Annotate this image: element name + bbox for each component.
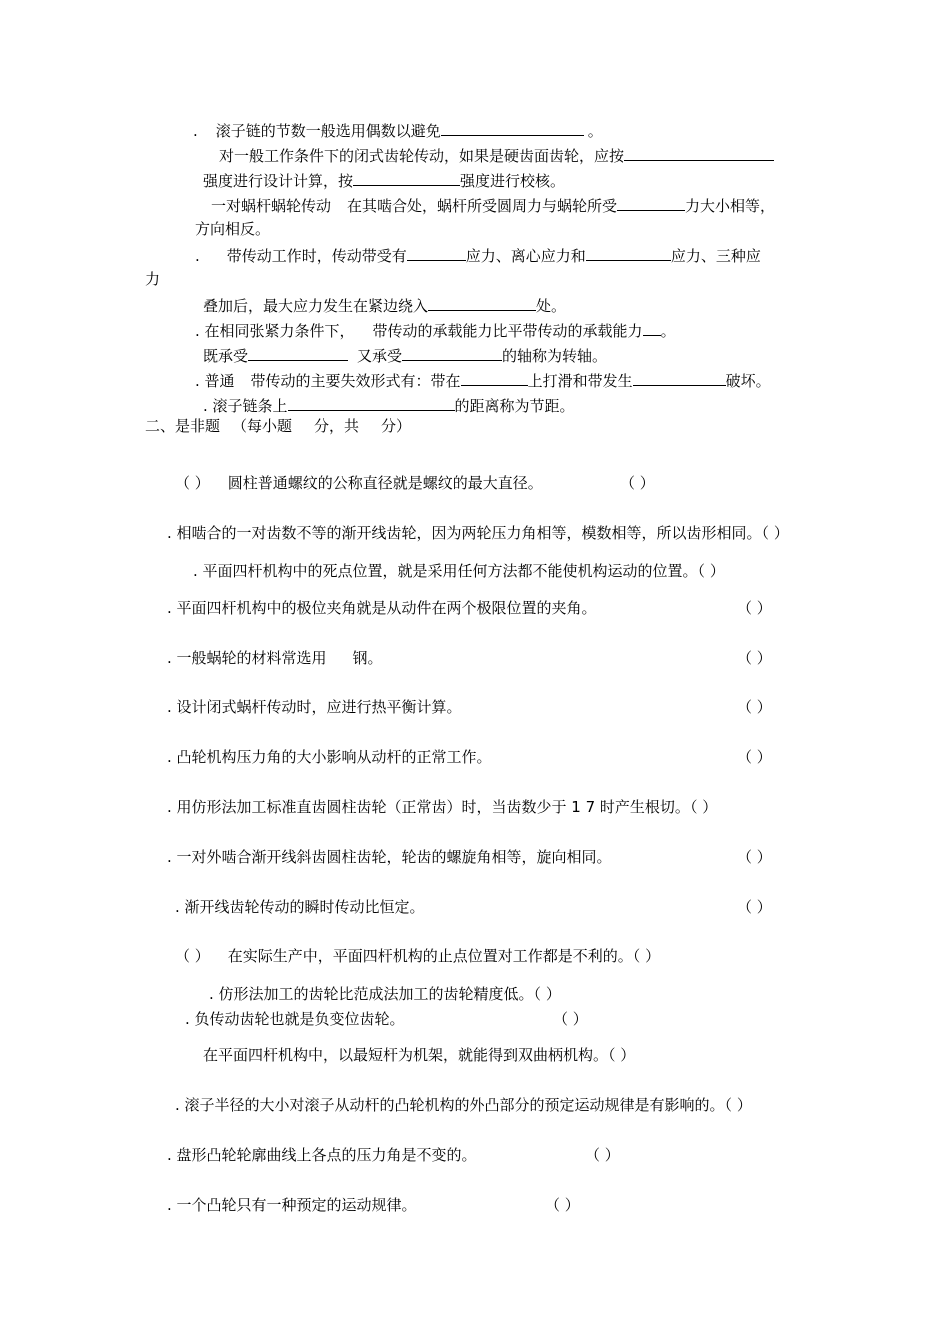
tf-question-12: . 仿形法加工的齿轮比范成法加工的齿轮精度低。（ ） <box>209 985 561 1003</box>
answer-paren[interactable]: （ ） <box>632 947 661 965</box>
answer-paren[interactable]: （ ） <box>620 474 655 492</box>
answer-paren[interactable]: （ ） <box>585 1146 620 1164</box>
tf-question-2: . 相啮合的一对齿数不等的渐开线齿轮，因为两轮压力角相等，模数相等，所以齿形相同。（ ） <box>167 524 789 542</box>
answer-blank[interactable] <box>428 294 536 311</box>
answer-paren[interactable]: （ ） <box>737 698 772 716</box>
answer-blank[interactable] <box>586 244 671 261</box>
tf-question-10: . 渐开线齿轮传动的瞬时传动比恒定。 <box>175 898 425 916</box>
tf-question-3: . 平面四杆机构中的死点位置，就是采用任何方法都不能使机构运动的位置。（ ） <box>193 562 725 580</box>
answer-paren[interactable]: （ ） <box>737 898 772 916</box>
answer-paren[interactable]: （ ） <box>545 1196 580 1214</box>
answer-paren[interactable]: （ ） <box>689 798 718 816</box>
answer-blank[interactable] <box>643 319 661 336</box>
fill-question-2-cont: 强度进行设计计算，按 强度进行校核。 <box>203 169 565 191</box>
answer-blank[interactable] <box>248 344 348 361</box>
tf-question-5: . 一般蜗轮的材料常选用 钢。 <box>167 649 383 667</box>
fill-question-3-cont: 方向相反。 <box>195 220 271 238</box>
answer-paren[interactable]: （ ） <box>175 947 210 965</box>
tf-question-14: 在平面四杆机构中，以最短杆为机架，就能得到双曲柄机构。（ ） <box>203 1046 636 1064</box>
answer-paren[interactable]: （ ） <box>737 649 772 667</box>
answer-paren[interactable]: （ ） <box>608 1046 636 1064</box>
answer-paren[interactable]: （ ） <box>737 748 772 766</box>
fill-question-2: 对一般工作条件下的闭式齿轮传动，如果是硬齿面齿轮，应按 <box>219 144 774 166</box>
tf-question-13: . 负传动齿轮也就是负变位齿轮。 <box>185 1010 405 1028</box>
fill-question-8: . 滚子链条上 的距离称为节距。 <box>203 394 575 416</box>
answer-blank[interactable] <box>353 169 460 186</box>
fill-question-6: 既承受 又承受 的轴称为转轴。 <box>203 344 607 366</box>
fill-question-7: . 普通 带传动的主要失效形式有：带在 上打滑和带发生 破坏。 <box>195 369 771 391</box>
answer-paren[interactable]: （ ） <box>737 848 772 866</box>
fill-question-5: . 在相同张紧力条件下， 带传动的承载能力比平带传动的承载能力 。 <box>195 319 676 341</box>
section-heading: 二、是非题 （每小题 分，共 分） <box>145 417 412 435</box>
fill-question-1: . 滚子链的节数一般选用偶数以避免 。 <box>193 119 603 141</box>
answer-blank[interactable] <box>461 369 528 386</box>
answer-paren[interactable]: （ ） <box>697 562 725 580</box>
answer-blank[interactable] <box>407 244 466 261</box>
tf-question-8: . 用仿形法加工标准直齿圆柱齿轮（正常齿）时，当齿数少于 1 7 时产生根切。（ ） <box>167 798 718 816</box>
tf-question-17: . 一个凸轮只有一种预定的运动规律。 <box>167 1196 417 1214</box>
fill-question-4-cont: 叠加后，最大应力发生在紧边绕入 处。 <box>203 294 566 316</box>
answer-blank[interactable] <box>441 119 584 136</box>
tf-question-7: . 凸轮机构压力角的大小影响从动杆的正常工作。 <box>167 748 492 766</box>
tf-question-4: . 平面四杆机构中的极位夹角就是从动件在两个极限位置的夹角。 <box>167 599 597 617</box>
answer-blank[interactable] <box>617 194 685 211</box>
answer-blank[interactable] <box>288 394 455 411</box>
answer-paren[interactable]: （ ） <box>533 985 561 1003</box>
answer-paren[interactable]: （ ） <box>175 474 210 492</box>
answer-paren[interactable]: （ ） <box>553 1010 588 1028</box>
tf-question-6: . 设计闭式蜗杆传动时，应进行热平衡计算。 <box>167 698 462 716</box>
answer-paren[interactable]: （ ） <box>737 599 772 617</box>
answer-blank[interactable] <box>633 369 726 386</box>
answer-paren[interactable]: （ ） <box>761 524 789 542</box>
tf-question-16: . 盘形凸轮轮廓曲线上各点的压力角是不变的。 <box>167 1146 477 1164</box>
fill-question-4: . 带传动工作时，传动带受有 应力、离心应力和 应力、三种应 <box>195 244 761 266</box>
tf-question-11: （ ） 在实际生产中，平面四杆机构的止点位置对工作都是不利的。（ ） <box>175 947 661 965</box>
fill-question-3: 一对蜗杆蜗轮传动 在其啮合处，蜗杆所受圆周力与蜗轮所受 力大小相等， <box>211 194 775 216</box>
tf-question-15: . 滚子半径的大小对滚子从动杆的凸轮机构的外凸部分的预定运动规律是有影响的。（ ） <box>175 1096 752 1114</box>
fill-question-4-wrap: 力 <box>145 270 161 288</box>
answer-paren[interactable]: （ ） <box>724 1096 752 1114</box>
tf-question-1: （ ） 圆柱普通螺纹的公称直径就是螺纹的最大直径。 <box>175 474 543 492</box>
tf-question-9: . 一对外啮合渐开线斜齿圆柱齿轮，轮齿的螺旋角相等，旋向相同。 <box>167 848 612 866</box>
answer-blank[interactable] <box>402 344 502 361</box>
answer-blank[interactable] <box>624 144 774 161</box>
